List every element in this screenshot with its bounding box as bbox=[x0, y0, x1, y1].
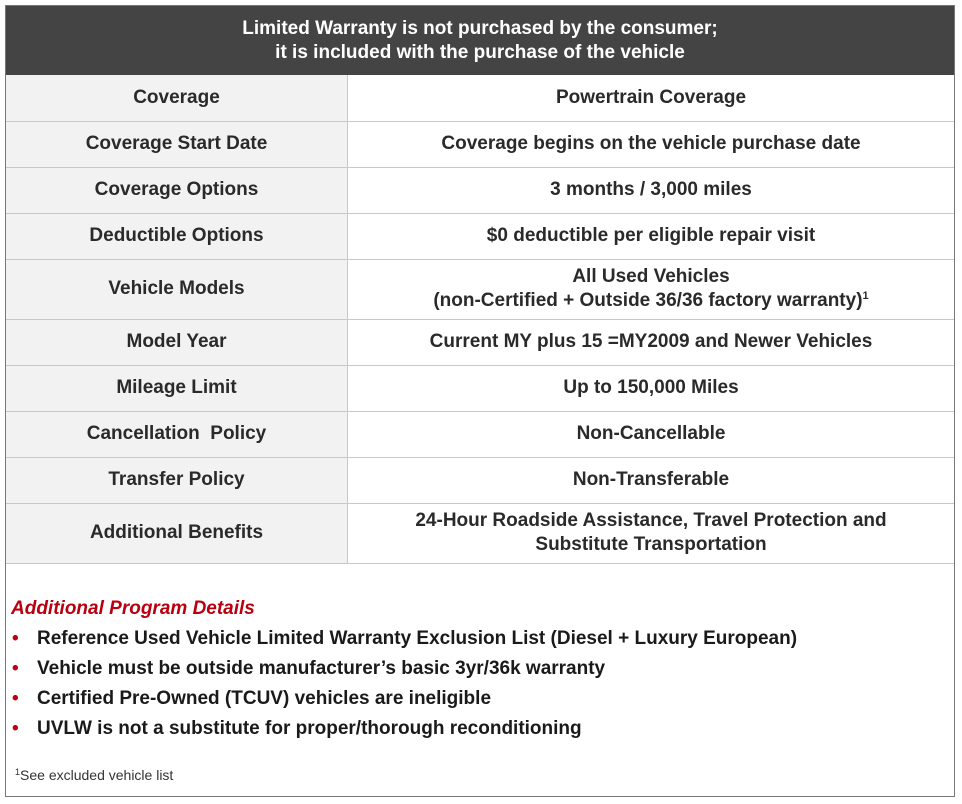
row-value-line-2-text: (non-Certified + Outside 36/36 factory warranty) bbox=[433, 290, 863, 311]
row-value bbox=[348, 259, 955, 319]
list-item-text: Vehicle must be outside manufacturer’s basic 3yr/36k warranty bbox=[37, 658, 606, 679]
row-label: Additional Benefits bbox=[6, 503, 348, 563]
table-row-coverage-start-date bbox=[6, 121, 954, 167]
row-value-line-2: Substitute Transportation bbox=[535, 534, 767, 555]
row-value: Non-Cancellable bbox=[348, 411, 955, 457]
details-list bbox=[11, 624, 952, 744]
table-row-additional-benefits bbox=[6, 503, 954, 563]
header-line-2: it is included with the purchase of the vehicle bbox=[275, 41, 685, 63]
row-label: Model Year bbox=[6, 319, 348, 365]
table-row-cancellation-policy bbox=[6, 411, 954, 457]
row-value: Coverage begins on the vehicle purchase date bbox=[348, 121, 955, 167]
row-value: $0 deductible per eligible repair visit bbox=[348, 213, 955, 259]
bullet-icon: • bbox=[12, 688, 19, 709]
row-label: Coverage bbox=[6, 75, 348, 121]
row-label: Deductible Options bbox=[6, 213, 348, 259]
row-value-line-1: All Used Vehicles bbox=[572, 266, 730, 287]
bullet-icon: • bbox=[12, 718, 19, 739]
row-label: Vehicle Models bbox=[6, 259, 348, 319]
row-value: Powertrain Coverage bbox=[348, 75, 955, 121]
row-label: Cancellation Policy bbox=[6, 411, 348, 457]
footnote-text: See excluded vehicle list bbox=[20, 767, 174, 783]
table-row-coverage bbox=[6, 75, 954, 121]
details-title: Additional Program Details bbox=[11, 598, 255, 619]
list-item-text: Certified Pre-Owned (TCUV) vehicles are ineligible bbox=[37, 688, 492, 709]
table-row-model-year bbox=[6, 319, 954, 365]
bullet-icon: • bbox=[12, 658, 19, 679]
row-value: Current MY plus 15 =MY2009 and Newer Vehicles bbox=[348, 319, 955, 365]
list-item bbox=[11, 654, 952, 684]
header-line-1: Limited Warranty is not purchased by the consumer; bbox=[242, 17, 718, 39]
footnote bbox=[15, 766, 173, 784]
list-item-text: Reference Used Vehicle Limited Warranty Exclusion List (Diesel + Luxury European) bbox=[37, 628, 798, 649]
list-item bbox=[11, 684, 952, 714]
row-value-line-1: 24-Hour Roadside Assistance, Travel Protection and bbox=[415, 510, 887, 531]
table-row-vehicle-models bbox=[6, 259, 954, 319]
table-row-mileage-limit bbox=[6, 365, 954, 411]
list-item-text: UVLW is not a substitute for proper/thorough reconditioning bbox=[37, 718, 582, 739]
row-value bbox=[348, 503, 955, 563]
row-label: Mileage Limit bbox=[6, 365, 348, 411]
list-item bbox=[11, 624, 952, 654]
warranty-header bbox=[6, 6, 954, 75]
row-label: Coverage Start Date bbox=[6, 121, 348, 167]
table-row-coverage-options bbox=[6, 167, 954, 213]
program-details bbox=[11, 597, 952, 744]
footnote-marker: 1 bbox=[15, 767, 21, 777]
row-value: Non-Transferable bbox=[348, 457, 955, 503]
table-row-transfer-policy bbox=[6, 457, 954, 503]
bullet-icon: • bbox=[12, 628, 19, 649]
row-label: Transfer Policy bbox=[6, 457, 348, 503]
table-row-deductible-options bbox=[6, 213, 954, 259]
warranty-table bbox=[6, 75, 954, 564]
row-value: 3 months / 3,000 miles bbox=[348, 167, 955, 213]
footnote-ref: 1 bbox=[862, 290, 869, 302]
list-item bbox=[11, 714, 952, 744]
row-label: Coverage Options bbox=[6, 167, 348, 213]
row-value-line-2 bbox=[354, 289, 948, 313]
row-value: Up to 150,000 Miles bbox=[348, 365, 955, 411]
